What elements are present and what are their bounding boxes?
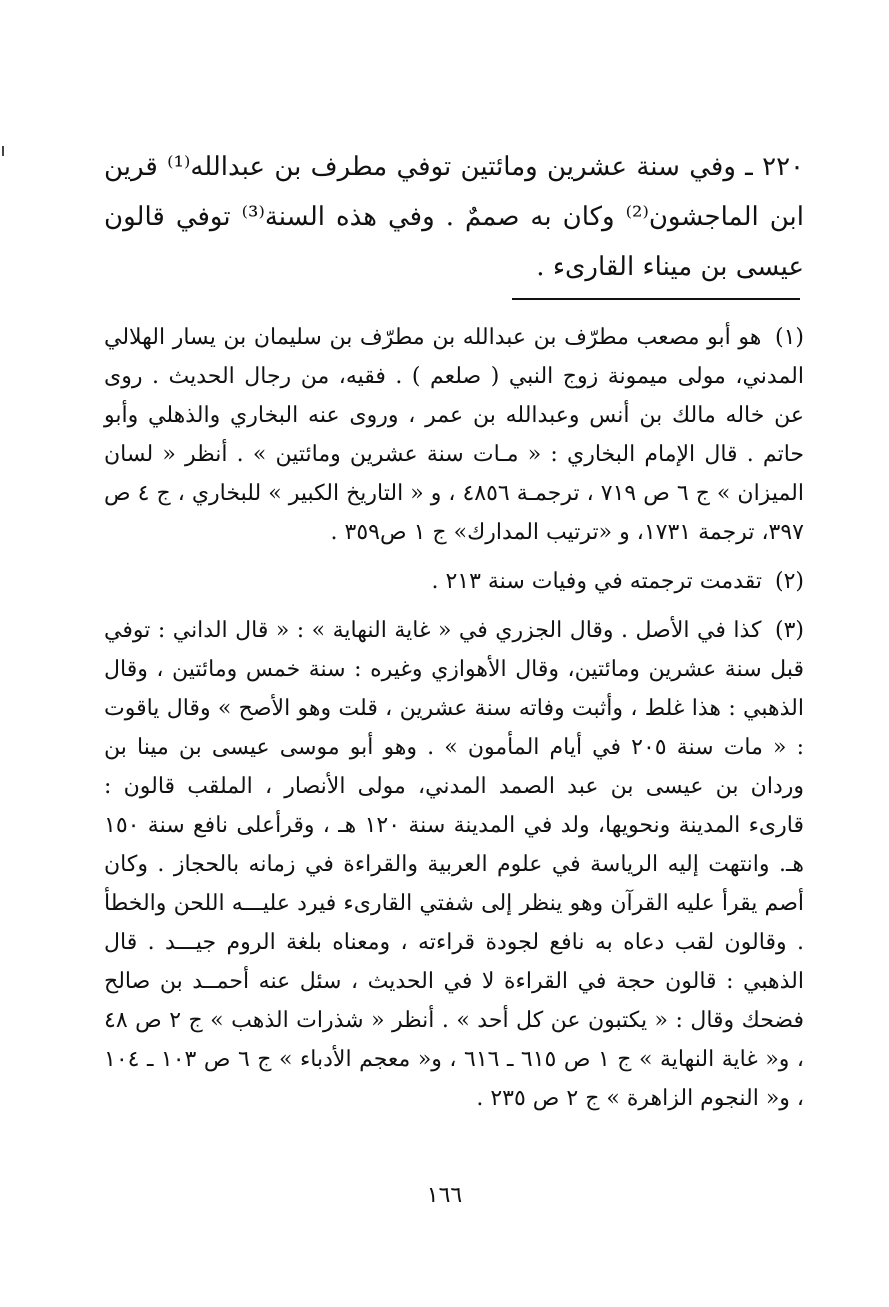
footnotes [104, 318, 804, 1128]
footnote-number: (١) [775, 325, 805, 350]
footnote-text: كذا في الأصل . وقال الجزري في « غاية النهاية » : « قال الداني : توفي قبل سنة عشرين ومائتين، وقال الأهوازي وغيره : سنة خمس ومائتين ، وقال الذهبي : هذا غلط ، وأثبت وفاته سنة عشرين ، قلت وهو الأصح » وقال ياقوت : « مات سنة ٢٠٥ في أيام المأمون » . وهو أبو موسى عيسى بن مينا بن وردان بن عيسى بن عبد الصمد المدني، مولى الأنصار ، الملقب قالون : قارىء المدينة ونحويها، ولد في المدينة سنة ١٢٠ هـ ، وقرأعلى نافع سنة ١٥٠ هـ. وانتهت إليه الرياسة في علوم العربية والقراءة في زمانه بالحجاز . وكان أصم يقرأ عليه القرآن وهو ينظر إلى شفتي القارىء فيرد عليـــه اللحن والخطأ . وقالون لقب دعاه به نافع لجودة قراءته ، ومعناه بلغة الروم جيـــد . قال الذهبي : قالون حجة في القراءة لا في الحديث ، سئل عنه أحمــد بن صالح فضحك وقال : « يكتبون عن كل أحد » . أنظر « شذرات الذهب » ج ٢ ص ٤٨ ، و« غاية النهاية » ج ١ ص ٦١٥ ـ ٦١٦ ، و« معجم الأدباء » ج ٦ ص ١٠٣ ـ ١٠٤ ، و« النجوم الزاهرة » ج ٢ ص ٢٣٥ . [104, 618, 804, 1111]
footnote-number: (٢) [774, 569, 804, 594]
footnote-1 [104, 318, 804, 552]
main-entry-paragraph: ٢٢٠ ـ وفي سنة عشرين ومائتين توفي مطرف بن عبدالله⁽¹⁾ قرين ابن الماجشون⁽²⁾ وكان به صممٌ . وفي هذه السنة⁽³⁾ توفي قالون عيسى بن ميناء القارىء . [104, 152, 805, 282]
scan-mark [2, 146, 4, 156]
footnote-text: هو أبو مصعب مطرّف بن عبدالله بن مطرّف بن سليمان بن يسار الهلالي المدني، مولى ميمونة زوج النبي ( صلعم ) . فقيه، من رجال الحديث . روى عن خاله مالك بن أنس وعبدالله بن عمر ، وروى عنه البخاري والذهلي وأبو حاتم . قال الإمام البخاري : « مـات سنة عشرين ومائتين » . أنظر « لسان الميزان » ج ٦ ص ٧١٩ ، ترجمـة ٤٨٥٦ ، و « التاريخ الكبير » للبخاري ، ج ٤ ص ٣٩٧، ترجمة ١٧٣١، و «ترتيب المدارك» ج ١ ص٣٥٩ . [104, 325, 804, 545]
main-entry [104, 142, 804, 292]
footnote-number: (٣) [774, 618, 804, 643]
footnote-text: تقدمت ترجمته في وفيات سنة ٢١٣ . [431, 569, 762, 594]
footnote-3 [104, 611, 804, 1118]
footnote-separator [512, 298, 800, 300]
page-number: ١٦٦ [426, 1183, 463, 1208]
footnote-2 [104, 562, 804, 601]
